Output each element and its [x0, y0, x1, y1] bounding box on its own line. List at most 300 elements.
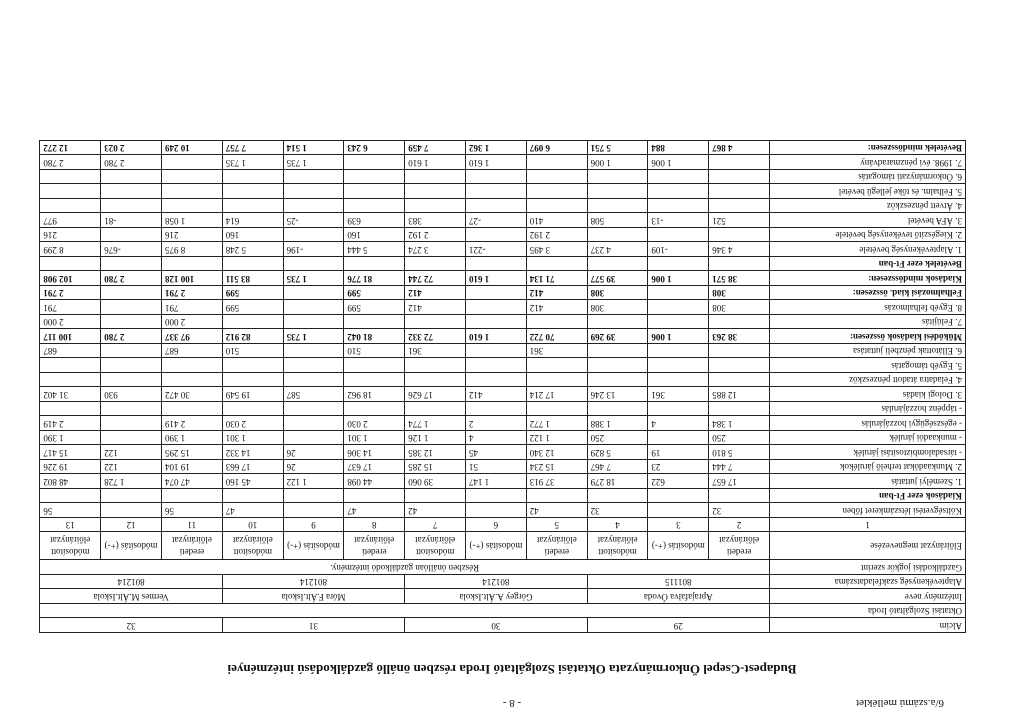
budget-row	[40, 141, 966, 156]
office-label: Oktatási Szolgáltató Iroda	[770, 604, 966, 619]
value-cell: 791	[40, 300, 101, 315]
value-cell	[405, 199, 466, 214]
row-label: 4. Átvett pénzeszköz	[770, 199, 966, 214]
value-cell: 2 791	[161, 286, 222, 301]
value-cell: 687	[161, 344, 222, 359]
budget-row	[40, 271, 966, 286]
value-cell	[40, 184, 101, 199]
row-label: - társadalombiztosítási járulék	[770, 445, 966, 460]
budget-row	[40, 445, 966, 460]
value-cell: 1 388	[587, 416, 648, 431]
row-label: Működési kiadások összesen:	[770, 329, 966, 344]
value-cell: 4	[648, 416, 709, 431]
value-cell: 1 006	[648, 155, 709, 170]
value-cell: 1 147	[466, 474, 527, 489]
value-cell	[40, 199, 101, 214]
value-cell	[101, 416, 162, 431]
row-label: Felhalmozási kiad. összesen:	[770, 286, 966, 301]
value-cell: 56	[40, 503, 101, 518]
value-cell	[161, 358, 222, 373]
value-cell	[40, 358, 101, 373]
budget-row	[40, 242, 966, 257]
value-cell	[161, 257, 222, 272]
value-cell	[283, 170, 344, 185]
value-cell: 1 006	[648, 329, 709, 344]
value-cell: 1 735	[283, 155, 344, 170]
budget-row	[40, 416, 966, 431]
value-cell: 39 060	[405, 474, 466, 489]
value-cell: 7 444	[709, 460, 770, 475]
value-cell: 39 269	[587, 329, 648, 344]
column-number-row	[40, 518, 966, 533]
column-number: 6	[466, 518, 527, 533]
institution-name: Aprajafalva Óvoda	[587, 589, 769, 604]
value-cell: 1 006	[587, 155, 648, 170]
value-cell	[405, 315, 466, 330]
jogkor-label: Gazdálkodási jogkör szerint	[770, 560, 966, 575]
column-header: eredeti előirányzat	[344, 532, 405, 560]
budget-row	[40, 460, 966, 475]
value-cell	[101, 402, 162, 417]
value-cell	[466, 373, 527, 388]
value-cell	[709, 344, 770, 359]
value-cell: 614	[222, 213, 283, 228]
value-cell: 160	[222, 228, 283, 243]
value-cell: 19 549	[222, 387, 283, 402]
row-label: - munkaadói járulék	[770, 431, 966, 446]
value-cell: 31 402	[40, 387, 101, 402]
budget-row	[40, 228, 966, 243]
value-cell: 383	[405, 213, 466, 228]
value-cell: 2 419	[161, 416, 222, 431]
value-cell	[526, 358, 587, 373]
value-cell: 8 299	[40, 242, 101, 257]
value-cell	[587, 315, 648, 330]
value-cell: 19 226	[40, 460, 101, 475]
value-cell: 81 776	[344, 271, 405, 286]
value-cell	[648, 257, 709, 272]
value-cell: 5 829	[587, 445, 648, 460]
value-cell: 14 332	[222, 445, 283, 460]
value-cell: -25	[283, 213, 344, 228]
value-cell: 1 390	[161, 431, 222, 446]
budget-row	[40, 489, 966, 504]
value-cell: 599	[344, 300, 405, 315]
value-cell: 19	[648, 445, 709, 460]
value-cell	[466, 184, 527, 199]
value-cell: 10 249	[161, 141, 222, 156]
column-number: 3	[648, 518, 709, 533]
value-cell: 1 058	[161, 213, 222, 228]
value-cell	[526, 257, 587, 272]
value-cell: 1 126	[405, 431, 466, 446]
value-cell	[466, 170, 527, 185]
column-header: módosított előirányzat	[587, 532, 648, 560]
value-cell	[405, 358, 466, 373]
value-cell	[161, 155, 222, 170]
value-cell	[648, 489, 709, 504]
value-cell: 1 384	[709, 416, 770, 431]
budget-row	[40, 170, 966, 185]
code-label: Alaptevékenység szakfeladatszáma	[770, 575, 966, 590]
value-cell	[466, 503, 527, 518]
value-cell: 508	[587, 213, 648, 228]
alcim-cell: 32	[40, 618, 222, 633]
row-label: 2. Kiegészítő tevékenység bevétele	[770, 228, 966, 243]
value-cell: 1 772	[526, 416, 587, 431]
value-cell: 510	[344, 344, 405, 359]
value-cell	[648, 184, 709, 199]
value-cell: 19 104	[161, 460, 222, 475]
attachment-label: 6/a.számú melléklet	[856, 697, 944, 709]
value-cell	[466, 199, 527, 214]
value-cell: 1 735	[283, 271, 344, 286]
value-cell	[466, 286, 527, 301]
value-cell: 1 006	[648, 271, 709, 286]
column-number: 12	[101, 518, 162, 533]
value-cell	[101, 373, 162, 388]
value-cell	[40, 402, 101, 417]
budget-table	[39, 140, 966, 633]
alcim-cell: 30	[405, 618, 587, 633]
alcim-cell: 31	[222, 618, 404, 633]
row-label: 6. Önkormányzati támogatás	[770, 170, 966, 185]
value-cell	[709, 257, 770, 272]
value-cell: 26	[283, 445, 344, 460]
value-cell	[648, 373, 709, 388]
value-cell	[283, 344, 344, 359]
row-label: 1. Alaptevékenység bevétele	[770, 242, 966, 257]
value-cell: 622	[648, 474, 709, 489]
value-cell	[344, 184, 405, 199]
activity-code: 801214	[405, 575, 587, 590]
value-cell	[344, 489, 405, 504]
row-label: 5. Felhalm. és tőke jellegű bevétel	[770, 184, 966, 199]
value-cell	[587, 402, 648, 417]
institution-name: Móra F.Ált.Iskola	[222, 589, 404, 604]
value-cell: 5 751	[587, 141, 648, 156]
value-cell	[344, 358, 405, 373]
value-cell: 884	[648, 141, 709, 156]
value-cell: 2 030	[344, 416, 405, 431]
value-cell: 2 192	[526, 228, 587, 243]
value-cell	[161, 373, 222, 388]
value-cell: 216	[161, 228, 222, 243]
column-number: 11	[161, 518, 222, 533]
value-cell	[648, 503, 709, 518]
value-cell: 12 885	[709, 387, 770, 402]
value-cell	[101, 170, 162, 185]
value-cell: 72 744	[405, 271, 466, 286]
value-cell: 1 610	[405, 155, 466, 170]
value-cell: 216	[40, 228, 101, 243]
value-cell	[466, 402, 527, 417]
value-cell	[222, 184, 283, 199]
value-cell	[526, 184, 587, 199]
value-cell: 82 912	[222, 329, 283, 344]
value-cell: -109	[648, 242, 709, 257]
value-cell: 56	[161, 503, 222, 518]
value-cell: 1 514	[283, 141, 344, 156]
value-cell	[587, 170, 648, 185]
value-cell	[283, 402, 344, 417]
column-header: módosított előirányzat	[40, 532, 101, 560]
value-cell: 3 495	[526, 242, 587, 257]
column-header: eredeti előirányzat	[526, 532, 587, 560]
budget-row	[40, 315, 966, 330]
value-cell: 1 362	[466, 141, 527, 156]
value-cell	[344, 373, 405, 388]
value-cell: 412	[526, 286, 587, 301]
value-cell	[222, 257, 283, 272]
value-cell	[283, 373, 344, 388]
value-cell: 15 234	[526, 460, 587, 475]
value-cell	[161, 489, 222, 504]
office-empty-cell	[40, 604, 770, 619]
column-header: módosítás (+-)	[648, 532, 709, 560]
value-cell	[344, 155, 405, 170]
column-number: 4	[587, 518, 648, 533]
value-cell	[648, 286, 709, 301]
row-label: - egészségügyi hozzájárulás	[770, 416, 966, 431]
value-cell	[101, 199, 162, 214]
budget-row	[40, 344, 966, 359]
value-cell: 1 610	[466, 271, 527, 286]
value-cell	[466, 315, 527, 330]
value-cell: 17 626	[405, 387, 466, 402]
row-label: 3. ÁFA bevétel	[770, 213, 966, 228]
activity-code: 801214	[40, 575, 222, 590]
value-cell	[222, 489, 283, 504]
value-cell: 510	[222, 344, 283, 359]
institution-row	[40, 589, 966, 604]
value-cell: 47	[222, 503, 283, 518]
value-cell: 72 332	[405, 329, 466, 344]
value-cell	[526, 373, 587, 388]
value-cell: 308	[709, 286, 770, 301]
value-cell	[101, 228, 162, 243]
value-cell	[161, 402, 222, 417]
value-cell	[648, 228, 709, 243]
value-cell	[222, 170, 283, 185]
value-cell	[466, 300, 527, 315]
institution-name: Görgey A.Ált.Iskola	[405, 589, 587, 604]
row-label: 8. Egyéb felhalmozás	[770, 300, 966, 315]
value-cell: 412	[526, 300, 587, 315]
value-cell: 4 346	[709, 242, 770, 257]
value-cell	[344, 402, 405, 417]
column-header: eredeti előirányzat	[161, 532, 222, 560]
value-cell: 2	[466, 416, 527, 431]
value-cell: 1 122	[526, 431, 587, 446]
value-cell: 8 975	[161, 242, 222, 257]
value-cell	[405, 184, 466, 199]
activity-code: 801115	[587, 575, 769, 590]
value-cell	[648, 431, 709, 446]
value-cell: 48 802	[40, 474, 101, 489]
value-cell: 2 000	[161, 315, 222, 330]
value-cell	[466, 358, 527, 373]
column-number: 8	[344, 518, 405, 533]
value-cell: 2 030	[222, 416, 283, 431]
row-label: Kiadások mindösszesen:	[770, 271, 966, 286]
budget-row	[40, 213, 966, 228]
value-cell	[283, 503, 344, 518]
value-cell	[222, 402, 283, 417]
value-cell: 51	[466, 460, 527, 475]
budget-row	[40, 503, 966, 518]
value-cell: 122	[101, 460, 162, 475]
value-cell: -221	[466, 242, 527, 257]
budget-row	[40, 199, 966, 214]
value-cell: 12 340	[526, 445, 587, 460]
value-cell	[587, 358, 648, 373]
value-cell: 100 128	[161, 271, 222, 286]
value-cell	[648, 315, 709, 330]
value-cell: 4 237	[587, 242, 648, 257]
value-cell: 1 610	[466, 155, 527, 170]
value-cell: -13	[648, 213, 709, 228]
value-cell	[161, 184, 222, 199]
value-cell: 81 042	[344, 329, 405, 344]
value-cell	[40, 489, 101, 504]
value-cell: 70 722	[526, 329, 587, 344]
institution-name: Vermes M.Ált.Iskola	[40, 589, 222, 604]
value-cell	[283, 300, 344, 315]
value-cell: 44 098	[344, 474, 405, 489]
budget-row	[40, 300, 966, 315]
value-cell: 37 913	[526, 474, 587, 489]
value-cell: 13 246	[587, 387, 648, 402]
value-cell	[101, 184, 162, 199]
value-cell: 1 735	[283, 329, 344, 344]
value-cell	[709, 373, 770, 388]
value-cell: 2 780	[101, 155, 162, 170]
column-number: 9	[283, 518, 344, 533]
office-row	[40, 604, 966, 619]
value-cell	[587, 489, 648, 504]
value-cell: 17 657	[709, 474, 770, 489]
value-cell: -27	[466, 213, 527, 228]
budget-row	[40, 184, 966, 199]
value-cell: 7 757	[222, 141, 283, 156]
column-header: módosítás (+-)	[101, 532, 162, 560]
column-number: 1	[770, 518, 966, 533]
value-cell: -196	[283, 242, 344, 257]
value-cell: 308	[587, 300, 648, 315]
value-cell: 930	[101, 387, 162, 402]
value-cell: 5 444	[344, 242, 405, 257]
alcim-label: Alcím	[770, 618, 966, 633]
value-cell	[283, 416, 344, 431]
value-cell	[648, 300, 709, 315]
column-header: módosítás (+-)	[283, 532, 344, 560]
value-cell	[709, 358, 770, 373]
value-cell	[466, 228, 527, 243]
value-cell: 3 274	[405, 242, 466, 257]
value-cell: 5 248	[222, 242, 283, 257]
value-cell: 18 962	[344, 387, 405, 402]
value-cell: 1 728	[101, 474, 162, 489]
jogkor-row	[40, 560, 966, 575]
value-cell: 977	[40, 213, 101, 228]
value-cell: 2 791	[40, 286, 101, 301]
value-cell: 1 122	[283, 474, 344, 489]
value-cell	[648, 358, 709, 373]
row-label: Kiadások ezer Ft-ban	[770, 489, 966, 504]
value-cell	[40, 170, 101, 185]
value-cell: 7 467	[587, 460, 648, 475]
value-cell: 15 285	[405, 460, 466, 475]
budget-row	[40, 474, 966, 489]
value-cell: 791	[161, 300, 222, 315]
budget-row	[40, 329, 966, 344]
budget-row	[40, 257, 966, 272]
value-cell: 412	[405, 300, 466, 315]
value-cell: 17 637	[344, 460, 405, 475]
value-cell: 32	[709, 503, 770, 518]
row-label: 7. Felújítás	[770, 315, 966, 330]
value-cell	[283, 431, 344, 446]
value-cell: 250	[709, 431, 770, 446]
value-cell: 2 023	[101, 141, 162, 156]
value-cell	[587, 184, 648, 199]
value-cell: 100 117	[40, 329, 101, 344]
value-cell: 18 279	[587, 474, 648, 489]
budget-table-body	[40, 141, 966, 633]
value-cell: -81	[101, 213, 162, 228]
value-cell: 47	[344, 503, 405, 518]
row-label: - táppénz hozzájárulás	[770, 402, 966, 417]
value-cell: 521	[709, 213, 770, 228]
value-cell	[101, 489, 162, 504]
budget-row	[40, 373, 966, 388]
value-cell	[648, 402, 709, 417]
value-cell: 2 192	[405, 228, 466, 243]
value-cell: 45	[466, 445, 527, 460]
value-cell: 97 337	[161, 329, 222, 344]
value-cell: 1 735	[222, 155, 283, 170]
row-label: 4. Feladatra átadott pénzeszköz	[770, 373, 966, 388]
value-cell	[709, 170, 770, 185]
value-cell	[648, 199, 709, 214]
value-cell: 250	[587, 431, 648, 446]
value-cell: 639	[344, 213, 405, 228]
value-cell	[222, 358, 283, 373]
value-cell	[405, 373, 466, 388]
row-label: 3. Dologi kiadás	[770, 387, 966, 402]
value-cell: 410	[526, 213, 587, 228]
value-cell	[40, 373, 101, 388]
value-cell	[405, 170, 466, 185]
value-cell	[709, 489, 770, 504]
value-cell: 42	[405, 503, 466, 518]
document-title: Budapest-Csepel Önkormányzata Oktatási Szolgáltató Iroda részben önálló gazdálkodású intézményei	[227, 662, 797, 677]
value-cell	[587, 344, 648, 359]
value-cell	[466, 257, 527, 272]
budget-row	[40, 155, 966, 170]
value-cell	[101, 300, 162, 315]
value-cell	[526, 315, 587, 330]
value-cell: 361	[405, 344, 466, 359]
value-cell	[709, 228, 770, 243]
value-cell: 2 780	[101, 271, 162, 286]
value-cell	[405, 489, 466, 504]
value-cell	[101, 503, 162, 518]
value-cell: 412	[405, 286, 466, 301]
value-cell: 1 301	[344, 431, 405, 446]
value-cell	[283, 199, 344, 214]
